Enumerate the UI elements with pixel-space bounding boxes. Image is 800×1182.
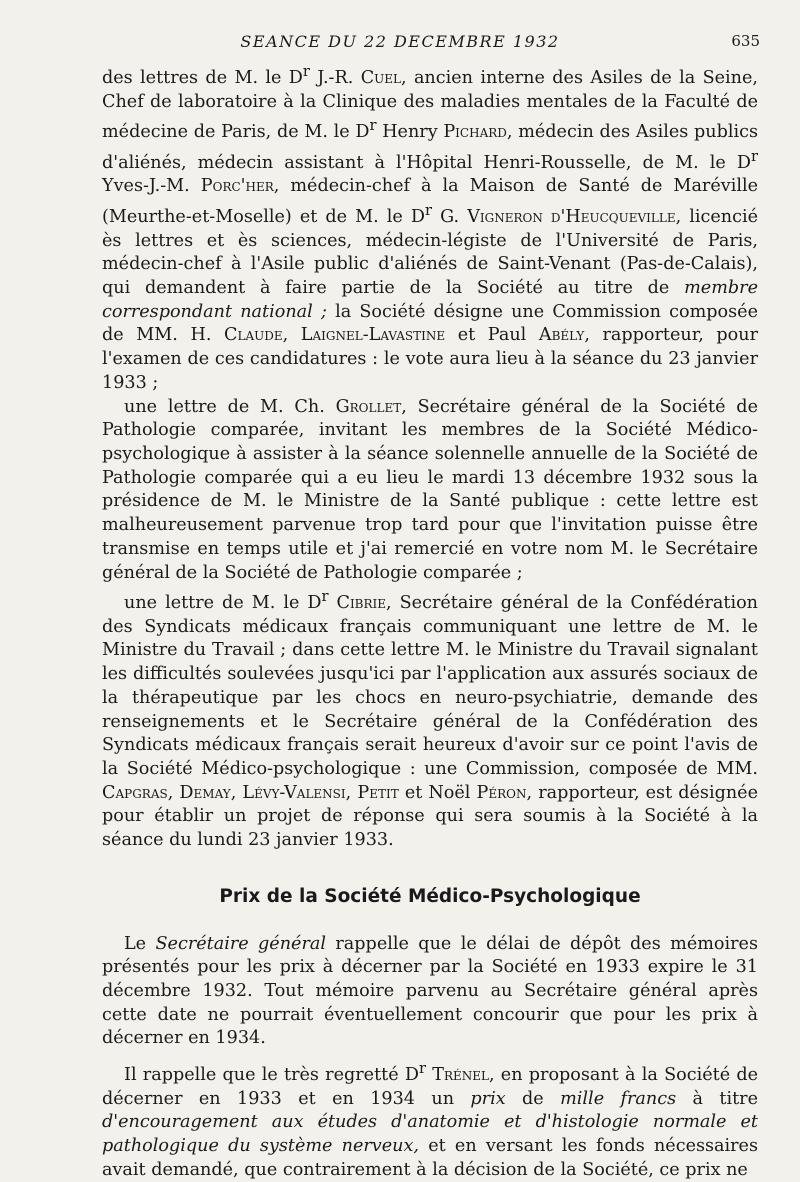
person-name: Cuel <box>360 67 401 88</box>
italic-text: mille francs <box>560 1088 677 1109</box>
paragraph-letters-candidates <box>102 60 758 396</box>
italic-text: membre correspondant national ; <box>102 278 758 322</box>
text-run: à titre <box>676 1088 758 1109</box>
italic-text: Secrétaire général <box>155 933 326 954</box>
text-run: et en versant les fonds nécessaires avait demandé, que contrairement à la décision de la Société, ce prix ne <box>102 1135 759 1180</box>
person-name: Petit <box>357 782 399 803</box>
text-run: Henry <box>376 122 444 143</box>
italic-text: d'encouragement aux études d'anatomie et d'histologie normale et pathologique du système nerveux, <box>102 1112 758 1156</box>
text-run: de <box>505 1088 561 1109</box>
person-name: Trénel <box>432 1064 489 1085</box>
text-run: , <box>230 782 243 803</box>
paragraph-cibrie-letter <box>102 585 758 853</box>
paragraph-grollet-letter <box>102 396 758 586</box>
paragraph-trenel-prize <box>102 1057 758 1182</box>
person-name: Cibrie <box>336 593 387 614</box>
text-run: une lettre de M. le D <box>124 593 322 614</box>
superscript: r <box>750 147 758 165</box>
page-number: 635 <box>731 32 760 50</box>
text-run: une lettre de M. Ch. <box>124 396 336 417</box>
italic-text: prix <box>470 1088 506 1109</box>
header-title: SEANCE DU 22 DECEMBRE 1932 <box>240 32 560 51</box>
text-run: et Noël <box>398 782 477 803</box>
person-name: Demay <box>179 782 231 803</box>
paragraph-deadline <box>102 933 758 1052</box>
superscript: r <box>418 1060 426 1078</box>
text-run: la Société désigne une Commission composée de MM. H. <box>102 301 758 346</box>
text-run: , rapporteur, pour l'examen de ces candidatures : le vote aura lieu à la séance du 23 janvier 1933 ; <box>102 325 758 393</box>
person-name: Grollet <box>335 396 402 417</box>
text-run: , ancien interne des Asiles de la Seine, Chef de laboratoire à la Clinique des maladies mentales de la Faculté de médecine de Paris, de M. le D <box>102 67 759 143</box>
text-run: Le <box>124 933 156 954</box>
person-name: Claude <box>224 325 283 346</box>
person-name: Pichard <box>443 122 507 143</box>
text-run: , médecin des Asiles publics d'aliénés, médecin assistant à l'Hôpital Henri-Rousselle, de M. le D <box>102 122 758 173</box>
person-name: Abély <box>538 325 585 346</box>
text-run: , <box>167 782 180 803</box>
person-name: Vigneron d'Heucqueville <box>467 206 676 227</box>
text-run: , Secrétaire général de la Société de Pathologie comparée, invitant les membres de la Société Médico-psychologique à assister à la séance solennelle annuelle de la Société de Pathologie comparée qui a eu lieu le mardi 13 décembre 1932 sous la présidence de M. le Ministre de la Santé publique : cette lettre est malheureusement parvenue trop tard pour que l'invitation puisse être transmise en temps utile et j'ai remercié en votre nom M. le Secrétaire général de la Société de Pathologie comparée ; <box>102 396 758 583</box>
text-run: et Paul <box>445 325 539 346</box>
running-header <box>0 32 800 56</box>
person-name: Capgras <box>102 782 168 803</box>
text-run: des lettres de M. le D <box>102 67 303 88</box>
text-run: , rapporteur, est désignée pour établir un projet de réponse qui sera soumis à la Société à la séance du lundi 23 janvier 1933. <box>102 782 759 851</box>
section-title: Prix de la Société Médico-Psychologique <box>219 885 641 907</box>
text-run: rappelle que le délai de dépôt des mémoires présentés pour les prix à décerner par la Société en 1933 expire le 31 décembre 1932. Tout mémoire parvenu au Secrétaire général après cette date ne pourrait éventuellement concourir que pour les prix à décerner en 1934. <box>102 933 758 1049</box>
person-name: Laignel-Lavastine <box>300 325 446 346</box>
person-name: Lévy-Valensi <box>242 782 346 803</box>
superscript: r <box>321 588 329 606</box>
body-text <box>102 60 758 1182</box>
text-run: , licencié ès lettres et ès sciences, médecin-légiste de l'Université de Paris, médecin-chef à l'Asile public d'aliénés de Saint-Venant (Pas-de-Calais), qui demandent à faire partie de la Société au titre de <box>102 206 758 299</box>
person-name: Porc'her <box>200 176 274 197</box>
person-name: Péron <box>476 782 527 803</box>
text-run: , <box>345 782 358 803</box>
text-run: J.-R. <box>309 67 361 88</box>
text-run: Yves-J.-M. <box>102 176 201 197</box>
text-run: G. <box>432 206 468 227</box>
superscript: r <box>302 63 310 80</box>
superscript: r <box>369 117 377 135</box>
text-run: , en proposant à la Société de décerner en 1933 et en 1934 un <box>102 1064 759 1109</box>
superscript: r <box>425 202 433 220</box>
text-run: , médecin-chef à la Maison de Santé de Maréville (Meurthe-et-Moselle) et de M. le D <box>102 176 758 227</box>
text-run: , Secrétaire général de la Confédération des Syndicats médicaux français communiquant une lettre de M. le Ministre du Travail ; dans cette lettre M. le Ministre du Travail signalant les difficultés soulevées jusqu'ici par l'application aux assurés sociaux de la thérapeutique par les chocs en neuro-psychiatrie, demande des renseignements et le Secrétaire général de la Confédération des Syndicats médicaux français serait heureux d'avoir sur ce point l'avis de la Société Médico-psychologique : une Commission, composée de MM. <box>102 593 758 779</box>
text-run: Il rappelle que le très regretté D <box>124 1064 419 1085</box>
text-run: , <box>282 325 301 346</box>
